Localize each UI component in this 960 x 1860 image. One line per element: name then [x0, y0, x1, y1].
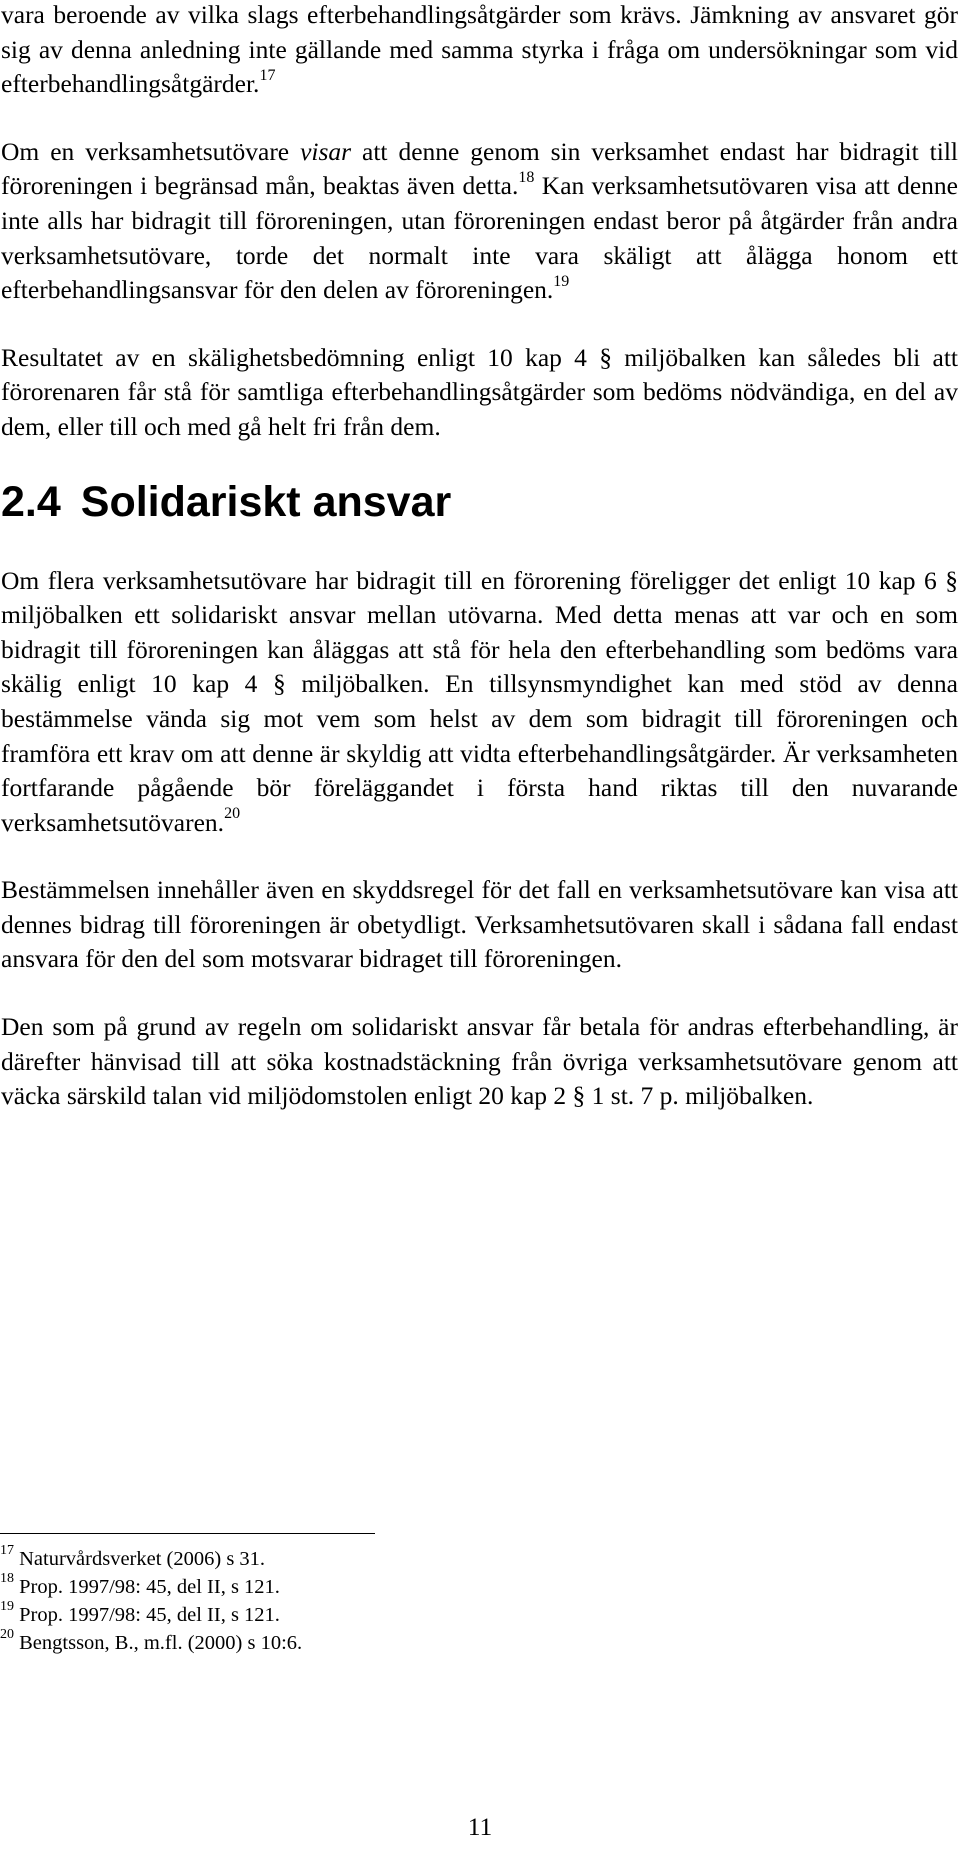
section-number: 2.4: [1, 477, 61, 526]
page-number: 11: [467, 1812, 493, 1841]
footnote-number: 20: [0, 1627, 14, 1643]
paragraph-text: miljöbalken. En tillsynsmyndighet kan med stöd av denna bestämmelse vända sig mot vem som helst av dem som bidragit till föroreningen och framföra ett krav om att denne är skyldig att vidta efterbehandlingsåtgärder. Är verksamheten fortfarande pågående bör föreläggandet i första hand riktas till den nuvarande verksamhetsutövaren.: [1, 669, 958, 837]
paragraph-continuation: [0, 0, 958, 102]
paragraph-text: Om flera verksamhetsutövare har bidragit till en förorening föreligger det enligt 10 kap 6: [1, 565, 946, 595]
footnote-number: 18: [0, 1571, 14, 1587]
footnote-ref-17[interactable]: 17: [259, 66, 276, 84]
paragraph-text: miljöbalken kan således bli att förorenaren får stå för samtliga efterbehandlingsåtgärder som bedöms nödvändiga, en del av dem, eller till och med gå helt fri från dem.: [1, 342, 959, 441]
paragraph-text: att denne genom sin verksamhet endast har bidragit till föroreningen i begränsad mån, beaktas även detta.: [1, 136, 958, 201]
section-sign: §: [945, 565, 958, 595]
footnote-17: [0, 1545, 700, 1573]
paragraph-text: miljöbalken ett solidariskt ansvar mellan utövarna. Med detta menas att var och en som bidragit till föroreningen kan åläggas att stå för hela den efterbehandling som bedöms vara skälig enligt 10 kap 4: [1, 600, 958, 699]
footnote-text: Prop. 1997/98: 45, del II, s 121.: [14, 1604, 280, 1626]
emphasis-word: visar: [300, 136, 352, 166]
footnote-text: Prop. 1997/98: 45, del II, s 121.: [14, 1576, 280, 1598]
footnote-text: Bengtsson, B., m.fl. (2000) s 10:6.: [14, 1632, 303, 1654]
section-sign: §: [273, 669, 286, 699]
footnote-ref-19[interactable]: 19: [553, 272, 570, 290]
paragraph-text: Kan verksamhetsutövaren visa att denne inte alls har bidragit till föroreningen, utan föroreningen endast beror på åtgärder från andra verksamhetsutövare, torde det normalt inte vara skäligt att ålägga honom ett efterbehandlingsansvar för den delen av föroreningen.: [1, 171, 958, 305]
paragraph-text: 1 st. 7 p. miljöbalken.: [585, 1081, 814, 1111]
paragraph-cost-recovery: [0, 1010, 958, 1114]
paragraph-text: Resultatet av en skälighetsbedömning enligt 10 kap 4: [1, 342, 600, 372]
footnote-18: [0, 1573, 700, 1601]
section-sign: §: [599, 342, 612, 372]
paragraph-reasonableness-result: [0, 341, 958, 445]
footnote-ref-18[interactable]: 18: [518, 168, 535, 186]
footnote-19: [0, 1601, 700, 1629]
section-title: Solidariskt ansvar: [80, 477, 452, 526]
paragraph-text: Bestämmelsen innehåller även en skyddsregel för det fall en verksamhetsutövare kan visa att dennes bidrag till föroreningen är obetydligt. Verksamhetsutövaren skall i sådana fall endast ansvara för den del som motsvarar bidraget till föroreningen.: [1, 875, 958, 974]
footnote-number: 17: [0, 1543, 14, 1559]
paragraph-text: Den som på grund av regeln om solidariskt ansvar får betala för andras efterbehandling, är därefter hänvisad till att söka kostnadstäckning från övriga verksamhetsutövare genom att väcka särskild talan vid miljödomstolen enligt 20 kap 2: [1, 1012, 958, 1111]
paragraph-protection-rule: [0, 873, 958, 977]
section-heading: [0, 478, 960, 526]
paragraph-text: Om en verksamhetsutövare: [1, 136, 301, 166]
section-sign: §: [572, 1081, 586, 1111]
footnote-ref-20[interactable]: 20: [224, 805, 241, 823]
paragraph-text: vara beroende av vilka slags efterbehandlingsåtgärder som krävs. Jämkning av ansvaret gör sig av denna anledning inte gällande med samma styrka i fråga om undersökningar som vid efterbehandlingsåtgärder.: [1, 0, 958, 99]
paragraph-limited-contribution: [0, 135, 958, 308]
footnote-number: 19: [0, 1599, 14, 1615]
paragraph-joint-liability: [0, 564, 958, 841]
footnote-separator: [0, 1533, 375, 1534]
footnote-20: [0, 1629, 700, 1657]
footnote-text: Naturvårdsverket (2006) s 31.: [14, 1548, 266, 1570]
footnotes: [0, 1545, 700, 1657]
